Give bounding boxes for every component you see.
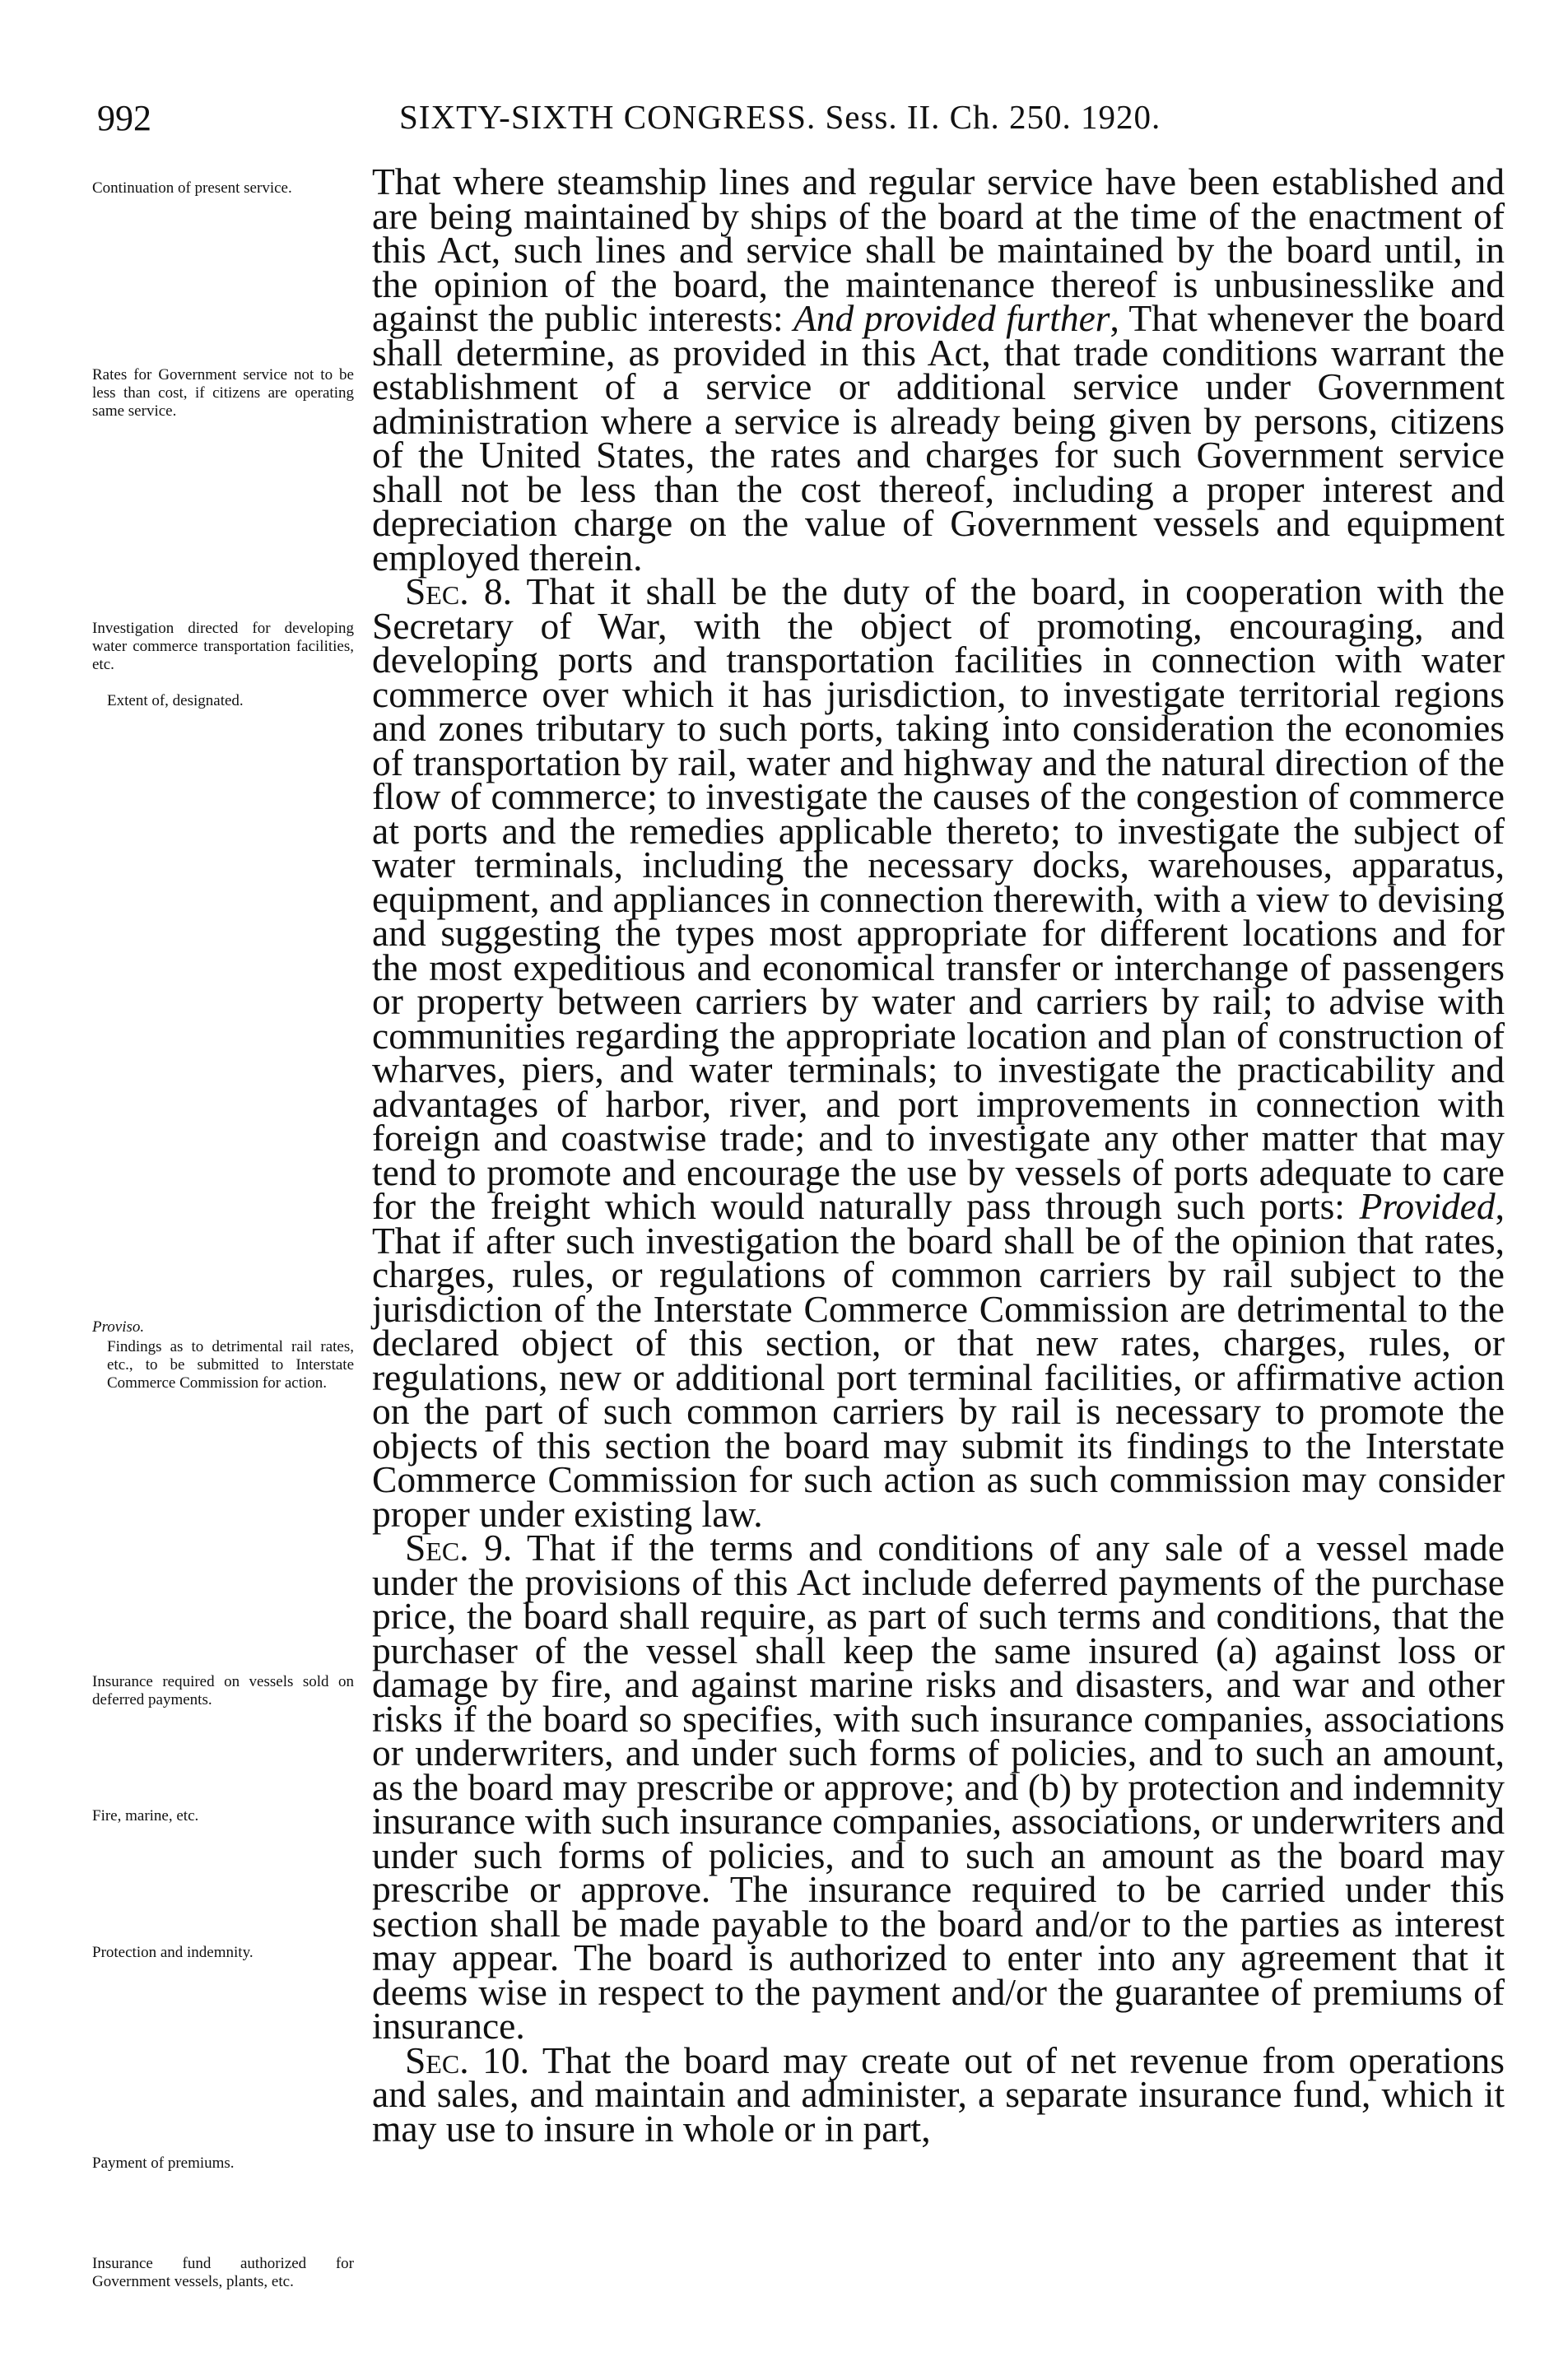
margin-note-investigation: Investigation directed for developing water commerce transportation facilities, etc. (92, 620, 354, 673)
margin-note-proviso: Proviso. (92, 1318, 145, 1336)
section-label: Sec. 10. (405, 2038, 530, 2081)
margin-note-continuation: Continuation of present service. (92, 179, 292, 197)
section-label: Sec. 9. (405, 1527, 513, 1569)
margin-note-fire-marine: Fire, marine, etc. (92, 1807, 199, 1825)
section-label: Sec. 8. (405, 570, 512, 612)
paragraph-section-8: Sec. 8. That it shall be the duty of the board, in cooperation with the Secretary of War, with the object of promoting, encouraging, and developing ports and transportation facilities in connection with water commerce over which it has jurisdiction, to investigate territorial regions and zones tributary to such ports, taking into consideration the economies of transportation by rail, water and highway and the natural direction of the flow of commerce; to investigate the causes of the congestion of commerce at ports and the remedies applicable thereto; to investigate the subject of water terminals, including the necessary docks, warehouses, apparatus, equipment, and appliances in connection therewith, with a view to devising and suggesting the types most appropriate for different locations and for the most expeditious and economical transfer or interchange of passengers or property between carriers by water and carriers by rail; to advise with communities regarding the appropriate location and plan of construction of wharves, piers, and water terminals; to investigate the practicability and advantages of harbor, river, and port improvements in connection with foreign and coastwise trade; and to investigate any other matter that may tend to promote and encourage the use by vessels of ports adequate to care for the freight which would naturally pass through such ports: Provided, That if after such investigation the board shall be of the opinion that rates, charges, rules, or regulations of common carriers by rail subject to the jurisdiction of the Interstate Commerce Commission are detrimental to the declared object of this section, or that new rates, charges, rules, or regulations, new or additional port terminal facilities, or affirmative action on the part of such common carriers by rail is necessary to promote the objects of this section the board may submit its findings to the Interstate Commerce Commission for such action as such commission may consider proper under existing law. (372, 570, 1505, 1535)
margin-note-findings: Findings as to detrimental rail rates, etc., to be submitted to Interstate Commerce Commission for action. (107, 1338, 354, 1392)
paragraph-section-9: Sec. 9. That if the terms and conditions of any sale of a vessel made under the provisions of this Act include deferred payments of the purchase price, the board shall require, as part of such terms and conditions, that the purchaser of the vessel shall keep the same insured (a) against loss or damage by fire, and against marine risks and disasters, and war and other risks if the board so specifies, with such insurance companies, associations or underwriters, and under such forms of policies, and to such an amount, as the board may prescribe or approve; and (b) by protection and indemnity insurance with such insurance companies, associations, or underwriters and under such forms of policies, and to such an amount as the board may prescribe or approve. The insurance required to be carried under this section shall be made payable to the board and/or to the parties as interest may appear. The board is authorized to enter into any agreement that it deems wise in respect to the payment and/or the guarantee of premiums of insurance. (372, 1527, 1505, 2047)
paragraph-section-10: Sec. 10. That the board may create out of net revenue from operations and sales, and maintain and administer, a separate insurance fund, which it may use to insure in whole or in part, (372, 2038, 1505, 2150)
running-head: SIXTY-SIXTH CONGRESS. Sess. II. Ch. 250. 1920. (399, 98, 1161, 136)
statute-body (372, 160, 1505, 2150)
margin-note-extent: Extent of, designated. (107, 692, 244, 709)
margin-note-payment-premiums: Payment of premiums. (92, 2155, 235, 2172)
margin-note-rates: Rates for Government service not to be less than cost, if citizens are operating same service. (92, 366, 354, 420)
margin-note-insurance-fund: Insurance fund authorized for Government vessels, plants, etc. (92, 2255, 354, 2290)
proviso-phrase: Provided (1359, 1185, 1496, 1227)
margin-note-insurance-required: Insurance required on vessels sold on deferred payments. (92, 1673, 354, 1708)
margin-note-protection-indemnity: Protection and indemnity. (92, 1944, 254, 1961)
paragraph-continuation: That where steamship lines and regular service have been established and are being maintained by ships of the board at the time of the enactment of this Act, such lines and service shall be maintained by the board until, in the opinion of the board, the maintenance thereof is unbusinesslike and against the public interests: And provided further, That whenever the board shall determine, as provided in this Act, that trade conditions warrant the establishment of a service or additional service under Government administration where a service is already being given by persons, citizens of the United States, the rates and charges for such Government service shall not be less than the cost thereof, including a proper interest and depreciation charge on the value of Government vessels and equipment employed therein. (372, 160, 1505, 579)
page-number: 992 (97, 98, 151, 138)
proviso-phrase: And provided further (793, 297, 1110, 339)
